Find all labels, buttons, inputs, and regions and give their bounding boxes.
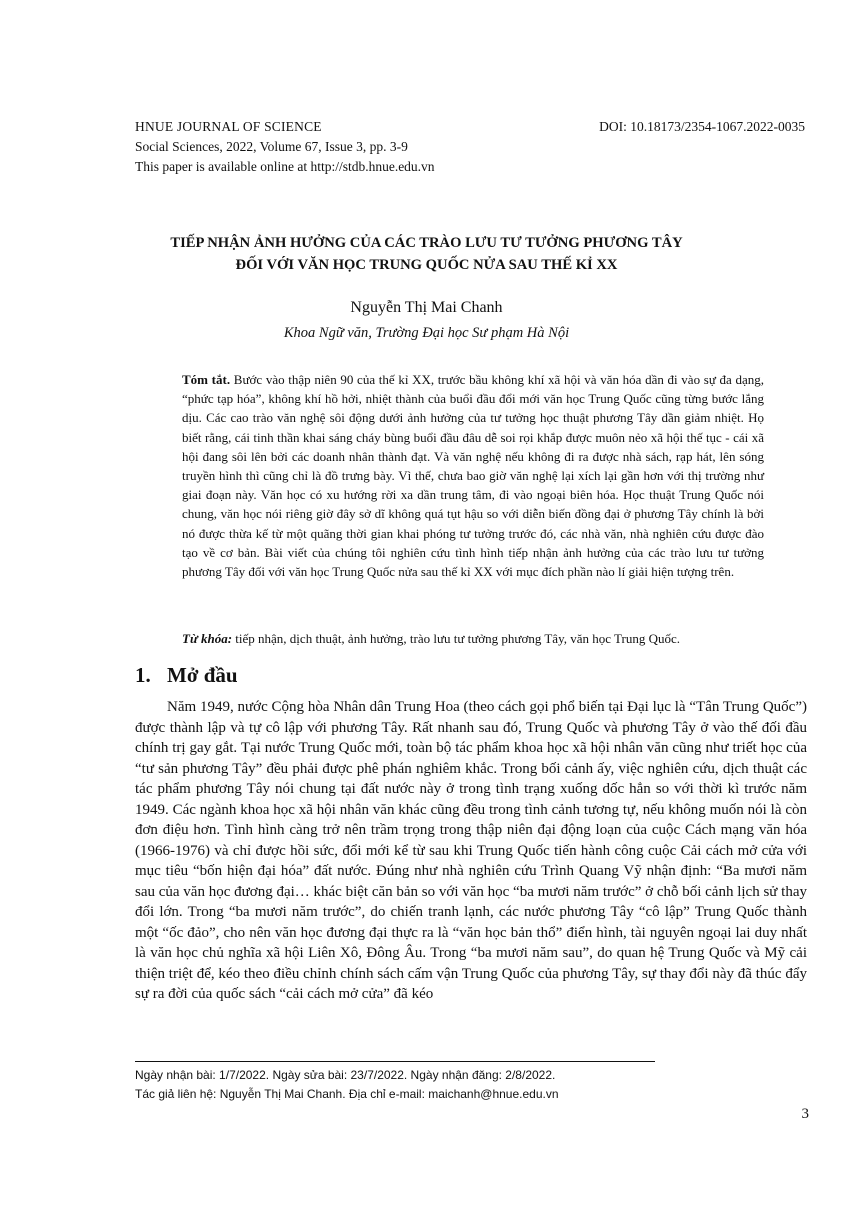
abstract-text: Bước vào thập niên 90 của thế kỉ XX, trước bầu không khí xã hội và văn hóa dần đi vào sự đa dạng, “phức tạp hóa”, không khí hồ hởi, nhiệt thành của buổi đầu đổi mới văn học Trung Quốc cũng từng bước lắng dịu. Các cao trào văn nghệ sôi động dưới ảnh hưởng của tư tưởng học thuật phương Tây dần giảm nhiệt. Họ biết rằng, cái tinh thần khai sáng cháy bùng buổi đầu đâu dễ soi rọi khắp được muôn nẻo xã hội thế tục - cái xã hội đang sôi lên bởi các doanh nhân thành đạt. Và văn nghệ nếu không đi ra được nhà sách, rạp hát, lên sóng truyền hình thì cũng chỉ là đồ trưng bày. Vì thế, chưa bao giờ văn nghệ lại xích lại gần hơn với thị trường như giai đoạn này. Văn học có xu hướng rời xa dần trung tâm, đi vào ngoại biên hóa. Học thuật Trung Quốc nói chung, văn học nói riêng giờ đây sở dĩ không quá tụt hậu so với diễn biến đồng đại ở phương Tây chính là bởi nó được thừa kế từ một quãng thời gian khai phóng tư tưởng trước đó, các nhà văn, nhà nghiên cứu được đào tạo về cơ bản. Bài viết của chúng tôi nghiên cứu tình hình tiếp nhận ảnh hưởng của các trào lưu tư tưởng phương Tây đối với văn học Trung Quốc nửa sau thế kỉ XX với mục đích phần nào lí giải hiện tượng trên. [182,372,764,580]
journal-header [135,117,805,177]
footnote-contact: Tác giả liên hệ: Nguyễn Thị Mai Chanh. Địa chỉ e-mail: maichanh@hnue.edu.vn [135,1087,559,1101]
section-heading [135,663,238,688]
keywords [182,629,782,648]
body-paragraph: Năm 1949, nước Cộng hòa Nhân dân Trung Hoa (theo cách gọi phổ biến tại Đại lục là “Tân Trung Quốc”) được thành lập và tự cô lập với phương Tây. Rất nhanh sau đó, Trung Quốc và phương Tây ở vào thế đối đầu chính trị gay gắt. Tại nước Trung Quốc mới, toàn bộ tác phẩm khoa học xã hội nhân văn cũng như triết học của “tư sản phương Tây” đều phải được phê phán nghiêm khắc. Trong bối cảnh ấy, việc nghiên cứu, dịch thuật các tác phẩm phương Tây nói chung tại đất nước này ở trong tình trạng xuống dốc hẳn so với thời kì trước năm 1949. Các ngành khoa học xã hội nhân văn khác cũng đều trong tình cảnh tương tự, nếu không muốn nói là còn đơn điệu hơn. Tình hình càng trở nên trầm trọng trong thập niên đại động loạn của cuộc Cách mạng văn hóa (1966-1976) và chỉ được hồi sức, đổi mới kể từ sau khi Trung Quốc tiến hành công cuộc Cải cách mở cửa với mục tiêu “bốn hiện đại hóa” đất nước. Đúng như nhà nghiên cứu Trình Quang Vỹ nhận định: “Ba mươi năm sau của văn học đương đại… khác biệt căn bản so với văn học “ba mươi năm trước” ở chỗ bối cảnh lịch sử thay đổi lớn. Trong “ba mươi năm trước”, do chiến tranh lạnh, các nước phương Tây “cô lập” Trung Quốc thành một “ốc đảo”, cho nên văn học đương đại thực ra là “văn học bản thổ” điển hình, tài nguyên ngoại lai duy nhất là văn học chủ nghĩa xã hội Liên Xô, Đông Âu. Trong “ba mươi năm sau”, do quan hệ Trung Quốc và Mỹ cải thiện triệt để, kéo theo điều chỉnh chính sách cấm vận Trung Quốc của phương Tây, sự thay đổi này đã thúc đẩy sự ra đời của quốc sách “cải cách mở cửa” đã kéo [135,699,807,1002]
online-availability: This paper is available online at http://stdb.hnue.edu.vn [135,159,435,174]
footnote-dates: Ngày nhận bài: 1/7/2022. Ngày sửa bài: 23/7/2022. Ngày nhận đăng: 2/8/2022. [135,1068,556,1082]
section-title: Mở đầu [167,663,238,687]
journal-name: HNUE JOURNAL OF SCIENCE [135,119,322,134]
issue-info: Social Sciences, 2022, Volume 67, Issue 3, pp. 3-9 [135,139,408,154]
keywords-text: tiếp nhận, dịch thuật, ảnh hưởng, trào lưu tư tưởng phương Tây, văn học Trung Quốc. [232,631,681,646]
keywords-label: Từ khóa: [182,631,233,646]
header-top-row [135,117,805,137]
author-name: Nguyễn Thị Mai Chanh [350,299,503,316]
section-number: 1. [135,663,151,687]
doi-text: DOI: 10.18173/2354-1067.2022-0035 [599,119,805,134]
title-line-1: TIẾP NHẬN ẢNH HƯỞNG CỦA CÁC TRÀO LƯU TƯ TƯỞNG PHƯƠNG TÂY [170,235,683,251]
author-affiliation: Khoa Ngữ văn, Trường Đại học Sư phạm Hà Nội [283,325,570,341]
abstract-label: Tóm tắt. [182,372,231,387]
paper-title [100,232,753,276]
footnote-divider [135,1061,655,1062]
footnotes [135,1066,775,1104]
title-line-2: ĐỐI VỚI VĂN HỌC TRUNG QUỐC NỬA SAU THẾ KỈ XX [235,257,618,273]
page-number: 3 [801,1106,809,1122]
abstract [182,370,764,581]
